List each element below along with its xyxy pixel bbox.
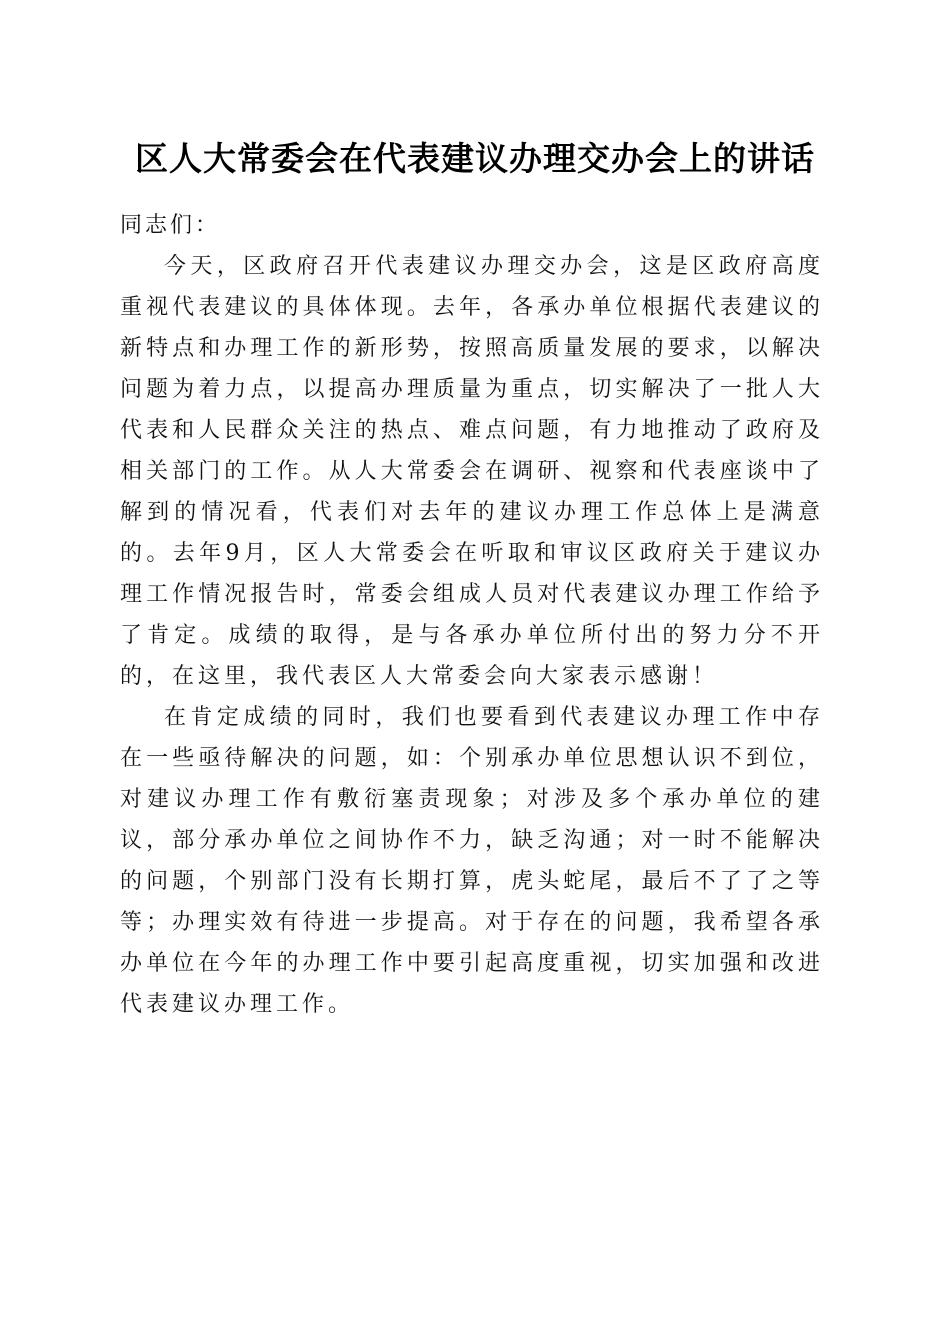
paragraph-1: 今天，区政府召开代表建议办理交办会，这是区政府高度重视代表建议的具体体现。去年，各承办单位根据代表建议的新特点和办理工作的新形势，按照高质量发展的要求，以解决问题为着力点，以提高办理质量为重点，切实解决了一批人大代表和人民群众关注的热点、难点问题，有力地推动了政府及相关部门的工作。从人大常委会在调研、视察和代表座谈中了解到的情况看，代表们对去年的建议办理工作总体上是满意的。去年9月，区人大常委会在听取和审议区政府关于建议办理工作情况报告时，常委会组成人员对代表建议办理工作给予了肯定。成绩的取得，是与各承办单位所付出的努力分不开的，在这里，我代表区人大常委会向大家表示感谢！ — [120, 254, 824, 689]
document-body — [120, 205, 824, 1025]
salutation: 同志们： — [120, 213, 221, 238]
document-title: 区人大常委会在代表建议办理交办会上的讲话 — [135, 139, 815, 178]
paragraph-2: 在肯定成绩的同时，我们也要看到代表建议办理工作中存在一些亟待解决的问题，如：个别承办单位思想认识不到位，对建议办理工作有敷衍塞责现象；对涉及多个承办单位的建议，部分承办单位之间协作不力，缺乏沟通；对一时不能解决的问题，个别部门没有长期打算，虎头蛇尾，最后不了了之等等；办理实效有待进一步提高。对于存在的问题，我希望各承办单位在今年的办理工作中要引起高度重视，切实加强和改进代表建议办理工作。 — [120, 705, 824, 1017]
